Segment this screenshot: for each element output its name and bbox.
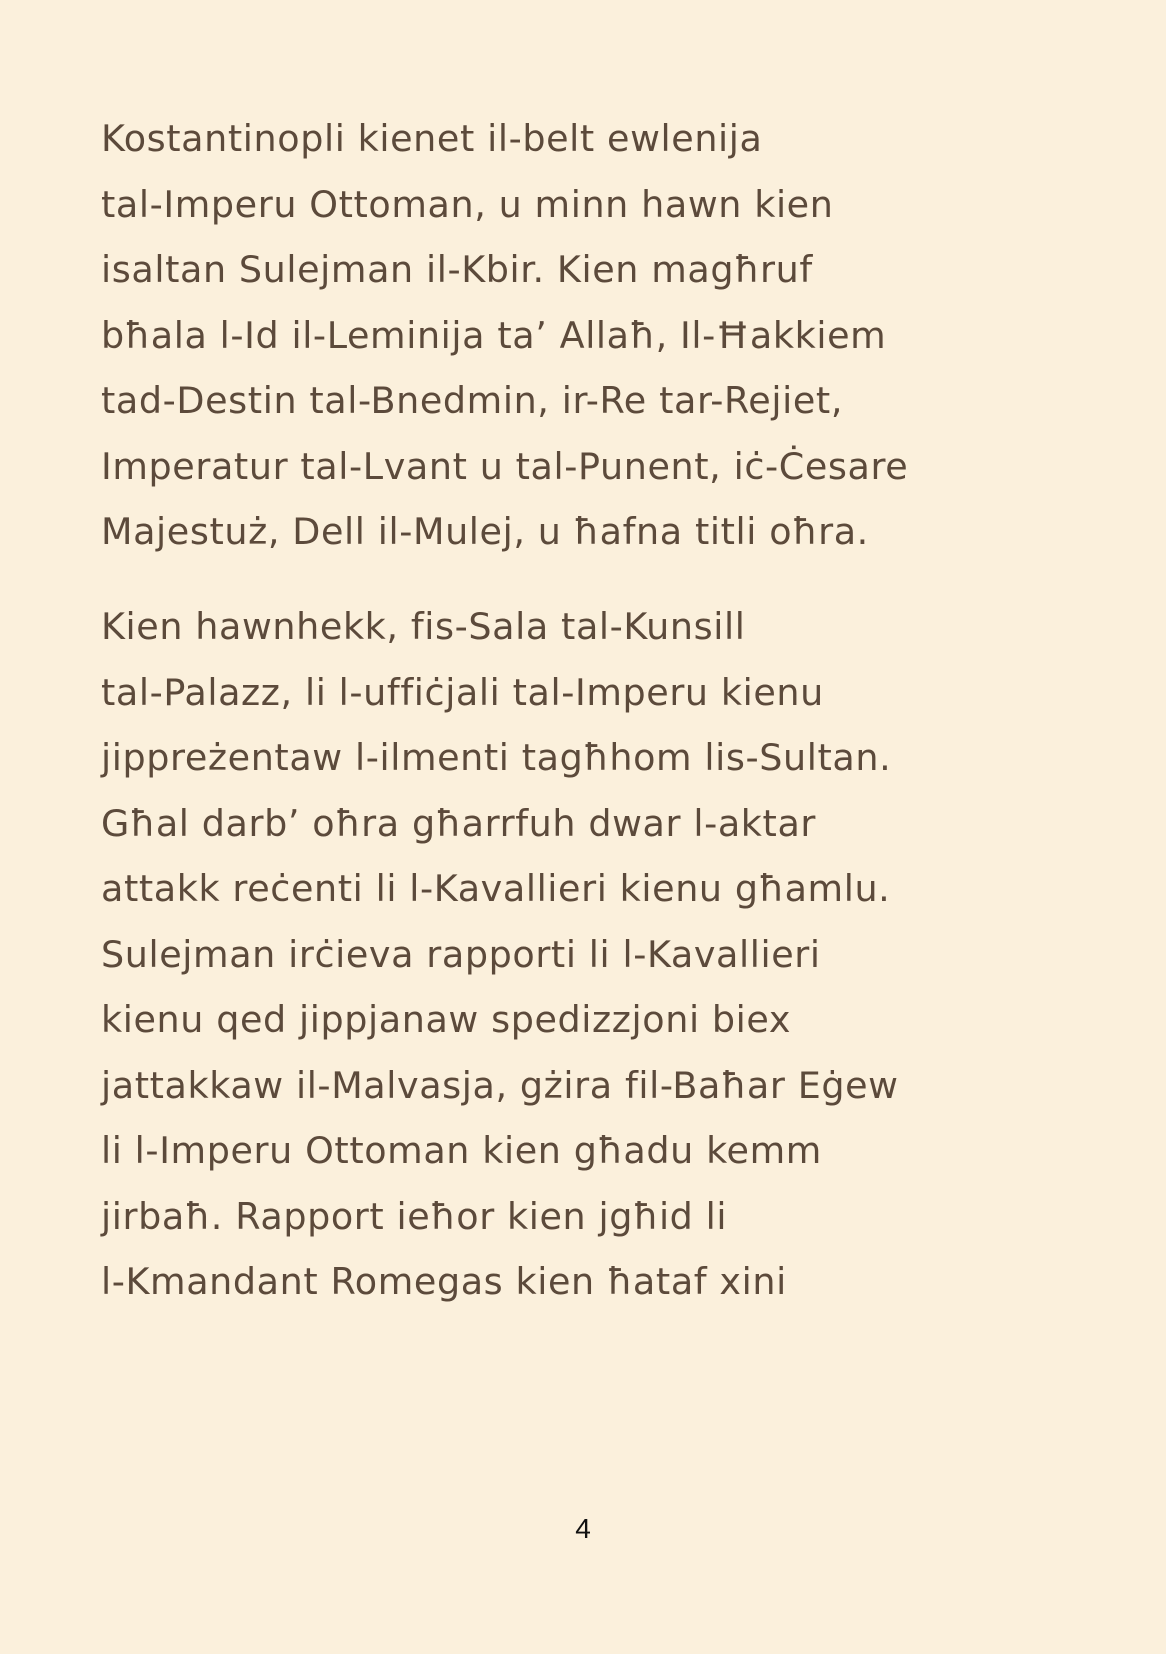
- text-line: jirbaħ. Rapport ieħor kien jgħid li: [101, 1194, 728, 1238]
- text-line: Imperatur tal-Lvant u tal-Punent, iċ-Ċesare: [101, 444, 909, 488]
- text-line: attakk reċenti li l-Kavallieri kienu għamlu.: [101, 867, 891, 910]
- text-line: tal-Imperu Ottoman, u minn hawn kien: [101, 182, 834, 226]
- text-line: Għal darb’ oħra għarrfuh dwar l-aktar: [101, 801, 817, 845]
- text-line: Sulejman irċieva rapporti li l-Kavallieri: [101, 932, 821, 976]
- paragraph-1: [101, 106, 1061, 565]
- page-number: 4: [575, 1513, 591, 1544]
- text-line: Majestuż, Dell il-Mulej, u ħafna titli oħra.: [101, 510, 869, 553]
- text-line: tad-Destin tal-Bnedmin, ir-Re tar-Rejiet,: [101, 379, 844, 422]
- text-line: [101, 1315, 899, 1381]
- paragraph-2: [101, 594, 899, 1380]
- text-line: jippreżentaw l-ilmenti tagħhom lis-Sultan.: [101, 736, 892, 779]
- text-line: jattakkaw il-Malvasja, gżira fil-Baħar Eġew: [101, 1063, 899, 1107]
- text-line: li l-Imperu Ottoman kien għadu kemm: [101, 1129, 822, 1172]
- text-line: kienu qed jippjanaw spedizzjoni biex: [101, 998, 792, 1041]
- body-text: [101, 106, 1061, 1303]
- text-line: bħala l-Id il-Leminija ta’ Allaħ, Il-Ħakkiem: [101, 313, 887, 357]
- text-line: tal-Palazz, li l-uffiċjali tal-Imperu kienu: [101, 670, 824, 714]
- text-line: Kien hawnhekk, fis-Sala tal-Kunsill: [101, 605, 746, 648]
- text-line: Kostantinopli kienet il-belt ewlenija: [101, 117, 763, 160]
- text-line: l-Kmandant Romegas kien ħataf xini: [101, 1260, 787, 1303]
- text-line: isaltan Sulejman il-Kbir. Kien magħruf: [101, 248, 813, 291]
